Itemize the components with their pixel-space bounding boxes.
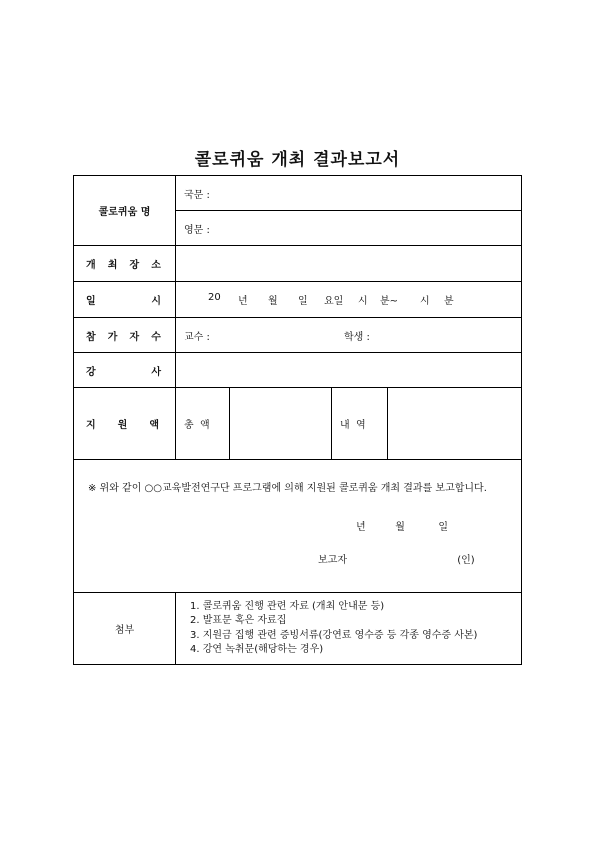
detail-field[interactable] — [388, 388, 522, 460]
total-amount-field[interactable] — [230, 388, 332, 460]
notice-section — [74, 460, 522, 593]
notice-text: ※ 위와 같이 ○○교육발전연구단 프로그램에 의해 지원된 콜로퀴움 개최 결과를 보고합니다. — [88, 483, 487, 494]
reporter-line — [318, 551, 521, 566]
detail-label: 내 역 — [332, 388, 388, 460]
attendees-label: 참 가 자 수 — [74, 318, 176, 353]
attendees-field[interactable] — [176, 318, 522, 353]
venue-field[interactable] — [176, 246, 522, 282]
reporter-label: 보고자 — [318, 555, 347, 566]
document-title: 콜로퀴움 개최 결과보고서 — [194, 150, 401, 170]
attachments-label: 첨부 — [74, 593, 176, 665]
english-title-label: 영문 : — [184, 224, 210, 236]
korean-title-label: 국문 : — [184, 189, 210, 201]
attachment-item: 3. 지원금 집행 관련 증빙서류(강연료 영수증 등 각종 영수증 사본) — [190, 629, 478, 641]
colloquium-english-field[interactable] — [176, 211, 522, 246]
professor-label: 교수 : — [184, 331, 210, 343]
support-amount-label: 지 원 액 — [74, 388, 176, 460]
attachments-list — [176, 593, 522, 665]
student-label: 학생 : — [344, 331, 370, 343]
colloquium-korean-field[interactable] — [176, 176, 522, 211]
report-date: 년 월 일 — [356, 522, 449, 533]
datetime-field[interactable] — [176, 282, 522, 318]
datetime-parts: 20 년 월 일 요일 시 분~ 시 분 — [208, 292, 454, 307]
venue-label: 개 최 장 소 — [74, 246, 176, 282]
seal-mark: (인) — [457, 555, 475, 566]
lecturer-label: 강 사 — [74, 353, 176, 388]
lecturer-field[interactable] — [176, 353, 522, 388]
attachment-item: 2. 발표문 혹은 자료집 — [190, 615, 287, 626]
colloquium-name-label: 콜로퀴움 명 — [74, 176, 176, 246]
total-amount-label: 총 액 — [176, 388, 230, 460]
report-form — [73, 175, 522, 665]
attachment-item: 4. 강연 녹취문(해당하는 경우) — [190, 644, 324, 655]
attachment-item: 1. 콜로퀴움 진행 관련 자료 (개최 안내문 등) — [190, 600, 385, 612]
datetime-label: 일 시 — [74, 282, 176, 318]
